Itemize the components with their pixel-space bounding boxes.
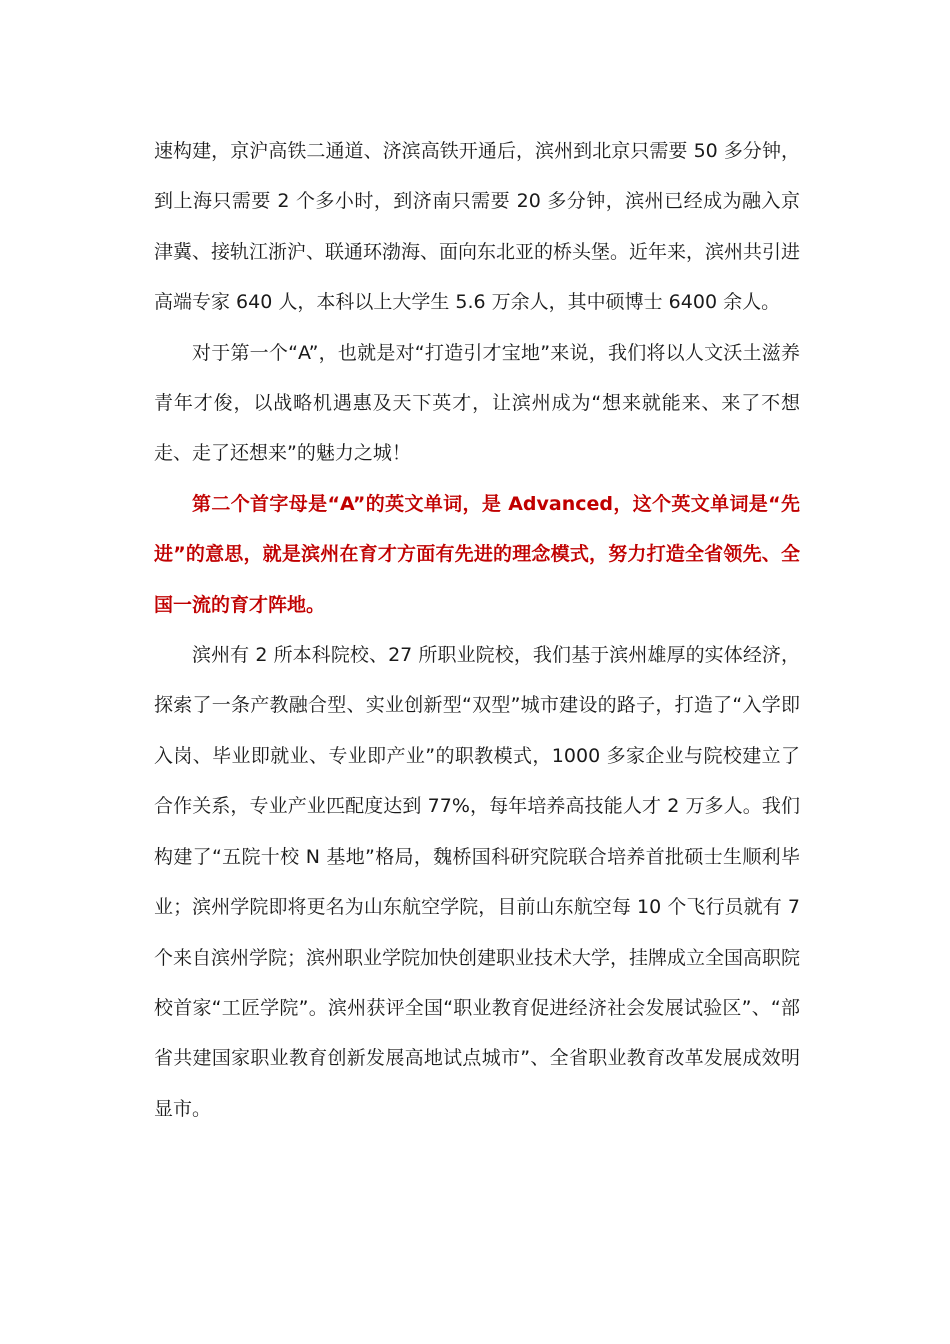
paragraph-first-a: 对于第一个“A”，也就是对“打造引才宝地”来说，我们将以人文沃土滋养青年才俊，以战略机遇惠及天下英才，让滨州成为“想来就能来、来了不想走、走了还想来”的魅力之城！ [154, 341, 800, 465]
paragraph-vocational-education: 滨州有 2 所本科院校、27 所职业院校，我们基于滨州雄厚的实体经济，探索了一条产教融合型、实业创新型“双型”城市建设的路子，打造了“入学即入岗、毕业即就业、专业即产业”的职教模式，1000 多家企业与院校建立了合作关系，专业产业匹配度达到 77%，每年培养高技能人才 2 万多人。我们构建了“五院十校 N 基地”格局，魏桥国科研究院联合培养首批硕士生顺利毕业；滨州学院即将更名为山东航空学院，目前山东航空每 10 个飞行员就有 7 个来自滨州学院；滨州职业学院加快创建职业技术大学，挂牌成立全国高职院校首家“工匠学院”。滨州获评全国“职业教育促进经济社会发展试验区”、“部省共建国家职业教育创新发展高地试点城市”、全省职业教育改革发展成效明显市。 [154, 644, 801, 1120]
paragraph-second-a-heading: 第二个首字母是“A”的英文单词，是 Advanced，这个英文单词是“先进”的意思，就是滨州在育才方面有先进的理念模式，努力打造全省领先、全国一流的育才阵地。 [154, 492, 800, 616]
paragraph-transport-talent: 速构建，京沪高铁二通道、济滨高铁开通后，滨州到北京只需要 50 多分钟，到上海只需要 2 个多小时，到济南只需要 20 多分钟，滨州已经成为融入京津冀、接轨江浙沪、联通环渤海、面向东北亚的桥头堡。近年来，滨州共引进高端专家 640 人，本科以上大学生 5.6 万余人，其中硕博士 6400 余人。 [154, 140, 801, 314]
document-page [154, 126, 800, 1134]
